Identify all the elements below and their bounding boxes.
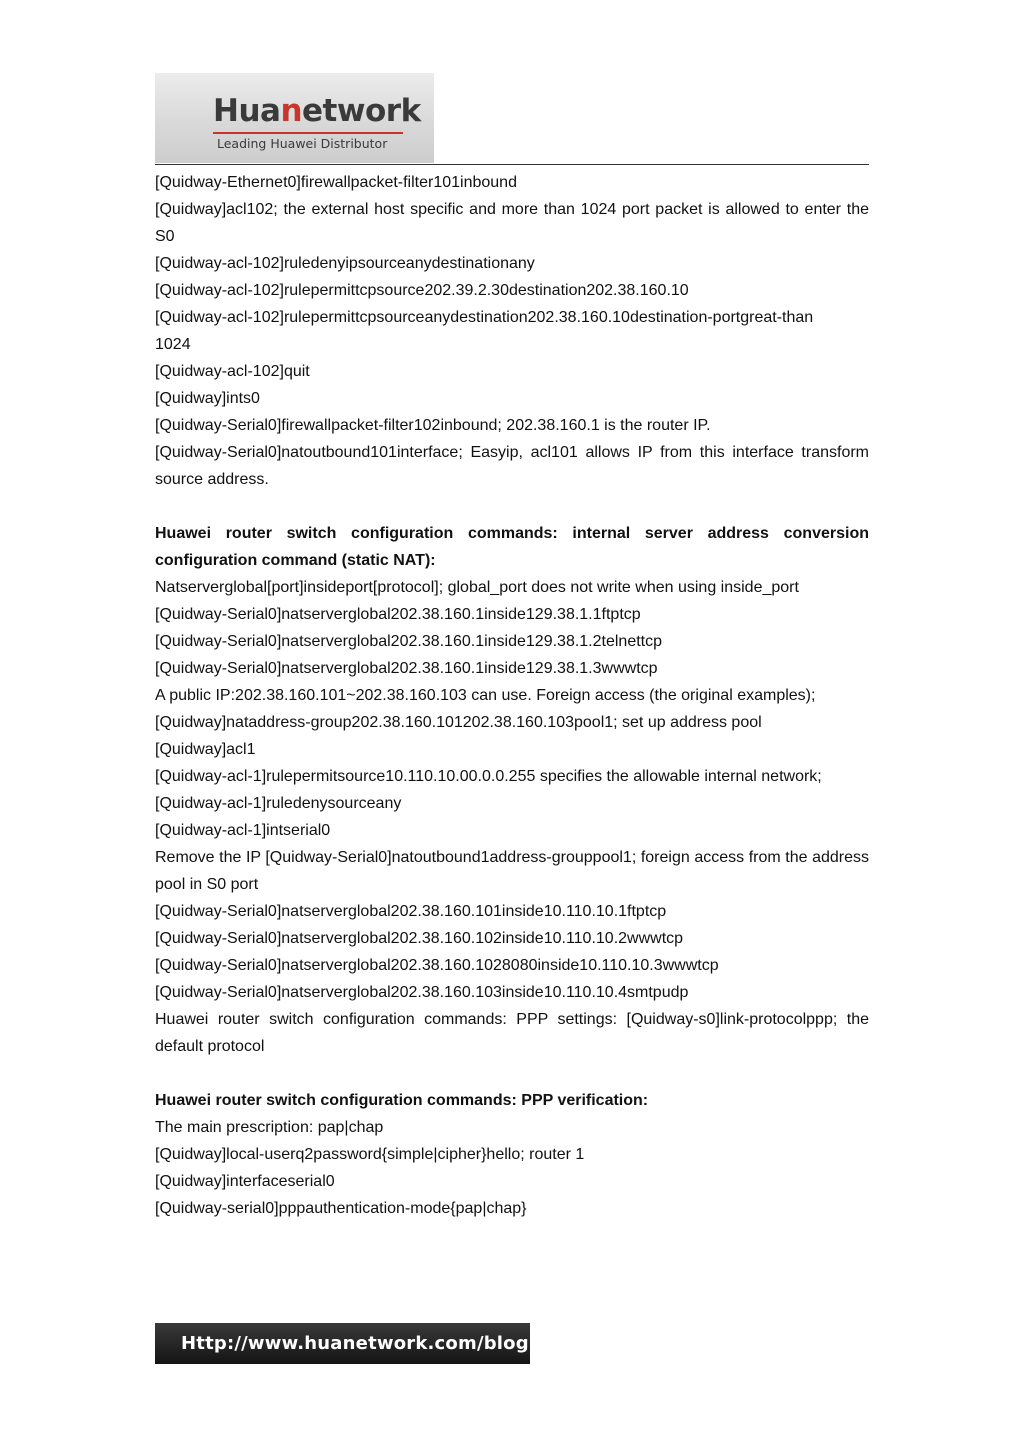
paragraph: 1024 (155, 336, 191, 353)
paragraph: [Quidway-acl-102]rulepermittcpsource202.39.2.30destination202.38.160.10 (155, 282, 689, 299)
paragraph: [Quidway-acl-102]rulepermittcpsourceanydestination202.38.160.10destination-portgreat-than (155, 309, 814, 326)
paragraph: A public IP:202.38.160.101~202.38.160.103 can use. Foreign access (the original examples); (155, 687, 816, 704)
paragraph: [Quidway-acl-1]ruledenysourceany (155, 795, 402, 812)
paragraph: [Quidway-Serial0]natoutbound101interface; Easyip, acl101 allows IP from this interface transform source address. (155, 444, 869, 488)
paragraph: [Quidway]ints0 (155, 390, 260, 407)
logo-wordmark (213, 93, 421, 129)
paragraph-gap (155, 1060, 869, 1087)
paragraph: Remove the IP [Quidway-Serial0]natoutbound1address-grouppool1; foreign access from the address pool in S0 port (155, 849, 869, 893)
paragraph: [Quidway-Serial0]natserverglobal202.38.160.101inside10.110.10.1ftptcp (155, 903, 667, 920)
paragraph: [Quidway]interfaceserial0 (155, 1173, 335, 1190)
paragraph: [Quidway]local-userq2password{simple|cipher}hello; router 1 (155, 1146, 585, 1163)
paragraph-gap (155, 493, 869, 520)
paragraph: [Quidway]nataddress-group202.38.160.101202.38.160.103pool1; set up address pool (155, 714, 762, 731)
header-divider (155, 164, 869, 165)
paragraph: [Quidway-acl-102]quit (155, 363, 310, 380)
paragraph: [Quidway-acl-1]intserial0 (155, 822, 331, 839)
footer-blog-url[interactable]: Http://www.huanetwork.com/blog (181, 1333, 529, 1354)
paragraph: [Quidway-Serial0]firewallpacket-filter102inbound; 202.38.160.1 is the router IP. (155, 417, 711, 434)
paragraph: Natserverglobal[port]insideport[protocol]; global_port does not write when using inside_port (155, 579, 799, 596)
paragraph: [Quidway-Serial0]natserverglobal202.38.160.1inside129.38.1.2telnettcp (155, 633, 663, 650)
logo (155, 73, 434, 163)
paragraph: Huawei router switch configuration commands: PPP settings: [Quidway-s0]link-protocolppp; the default protocol (155, 1011, 869, 1055)
paragraph: [Quidway-acl-1]rulepermitsource10.110.10.00.0.0.255 specifies the allowable internal network; (155, 768, 822, 785)
paragraph: [Quidway-acl-102]ruledenyipsourceanydestinationany (155, 255, 535, 272)
paragraph: The main prescription: pap|chap (155, 1119, 384, 1136)
section-heading: Huawei router switch configuration commands: internal server address conversion configuration command (static NAT): (155, 525, 869, 569)
section-heading: Huawei router switch configuration commands: PPP verification: (155, 1092, 649, 1109)
logo-underline (213, 132, 403, 134)
footer-blog-banner[interactable] (155, 1323, 530, 1364)
logo-brand-part1: Hua (213, 93, 281, 129)
paragraph: [Quidway-Serial0]natserverglobal202.38.160.1inside129.38.1.3wwwtcp (155, 660, 658, 677)
paragraph: [Quidway-Serial0]natserverglobal202.38.160.102inside10.110.10.2wwwtcp (155, 930, 684, 947)
paragraph: [Quidway-Serial0]natserverglobal202.38.160.103inside10.110.10.4smtpudp (155, 984, 689, 1001)
paragraph: [Quidway-Serial0]natserverglobal202.38.160.1028080inside10.110.10.3wwwtcp (155, 957, 719, 974)
paragraph: [Quidway-serial0]pppauthentication-mode{pap|chap} (155, 1200, 527, 1217)
document-body (155, 169, 869, 1222)
paragraph: [Quidway]acl1 (155, 741, 256, 758)
logo-tagline: Leading Huawei Distributor (217, 136, 388, 151)
paragraph: [Quidway-Ethernet0]firewallpacket-filter101inbound (155, 174, 517, 191)
paragraph: [Quidway]acl102; the external host specific and more than 1024 port packet is allowed to enter the S0 (155, 201, 869, 245)
logo-brand-part3: etwork (302, 93, 421, 129)
logo-brand-part2: n (280, 93, 303, 129)
paragraph: [Quidway-Serial0]natserverglobal202.38.160.1inside129.38.1.1ftptcp (155, 606, 641, 623)
